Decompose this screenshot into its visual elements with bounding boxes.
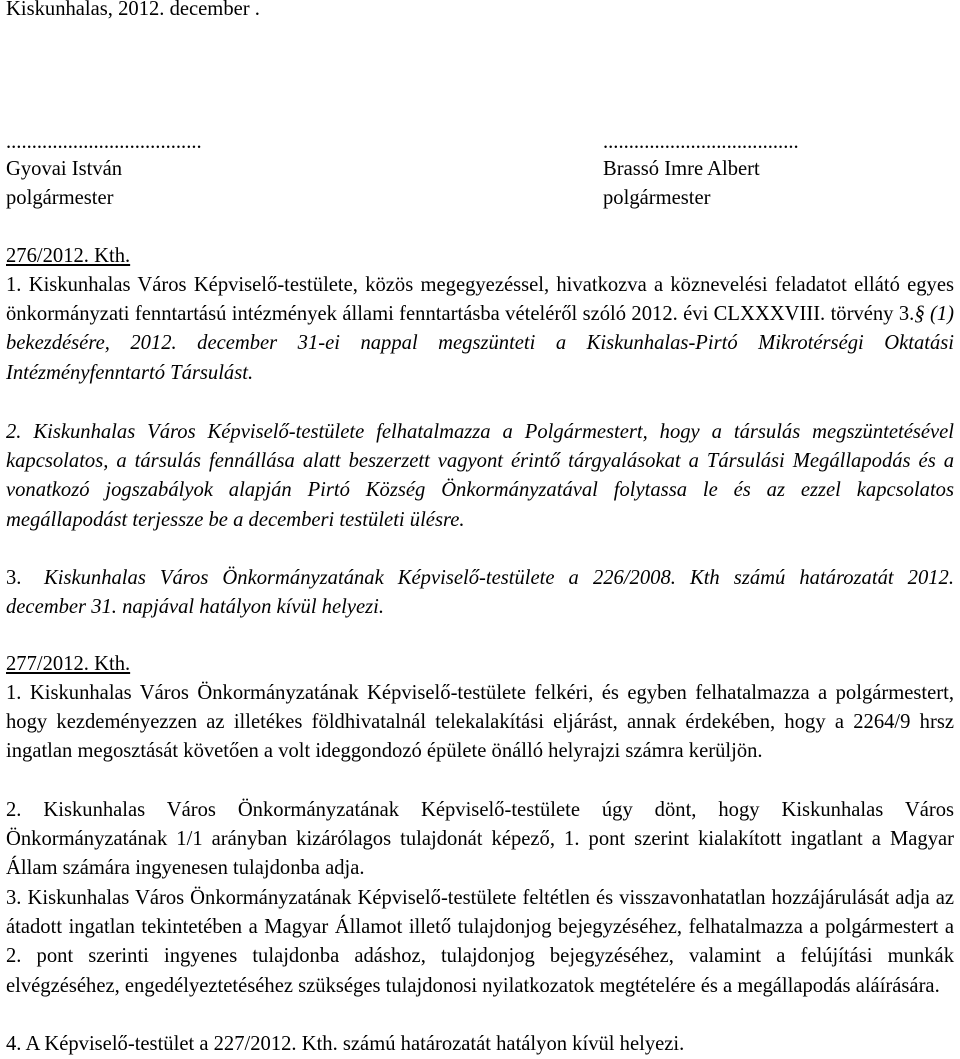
- resolution-276-heading: 276/2012. Kth.: [6, 245, 131, 267]
- resolution-276-point-1-text-cont: (1) bekezdésére, 2012. december 31-ei nappal megszünteti a Kiskunhalas-Pirtó Mikrotérségi Oktatási Intézményfenntartó Társulást.: [6, 303, 954, 384]
- resolution-276-point-2: 2. Kiskunhalas Város Képviselő-testülete felhatalmazza a Polgármestert, hogy a társulás megszüntetésével kapcsolatos, a társulás fennállása alatt beszerzett vagyont érintő tárgyalásokat a Társulási Megállapodás és a vonatkozó jogszabályok alapján Pirtó Község Önkormányzatával folytassa le és az ezzel kapcsolatos megállapodást terjessze be a decemberi testületi ülésre.: [6, 421, 954, 531]
- resolution-277-heading: 277/2012. Kth.: [6, 653, 131, 675]
- section-sign: §: [914, 303, 925, 326]
- resolution-276-point-1-text: 1. Kiskunhalas Város Képviselő-testülete, közös megegyezéssel, hivatkozva a köznevelési feladatot ellátó egyes önkormányzati fenntartású intézmények állami fenntartásba vételéről szóló 2012. évi CLXXXVIII. törvény 3.: [6, 274, 954, 326]
- resolution-276-point-1: [6, 271, 954, 388]
- resolution-276-point-3: [6, 564, 954, 622]
- signature-line-left: ......................................: [6, 131, 202, 153]
- resolution-276-point-3-text: Kiskunhalas Város Önkormányzatának Képviselő-testülete a 226/2008. Kth számú határozatát 2012. december 31. napjával hatályon kívül helyezi.: [6, 567, 954, 619]
- resolution-277-point-1: 1. Kiskunhalas Város Önkormányzatának Képviselő-testülete felkéri, és egyben felhatalmazza a polgármestert, hogy kezdeményezzen az illetékes földhivatalnál telekalakítási eljárást, annak érdekében, hogy a 2264/9 hrsz ingatlan megosztását követően a volt ideggondozó épülete önálló helyrajzi számra kerüljön.: [6, 682, 954, 763]
- resolution-276-point-3-number: 3.: [6, 567, 22, 589]
- signer-name-left: Gyovai István: [6, 158, 123, 180]
- signer-title-left: polgármester: [6, 187, 114, 209]
- resolution-277-point-4: 4. A Képviselő-testület a 227/2012. Kth. számú határozatát hatályon kívül helyezi.: [6, 1033, 685, 1055]
- place-date: Kiskunhalas, 2012. december .: [6, 0, 260, 20]
- signer-title-right: polgármester: [603, 187, 711, 209]
- resolution-277-point-3: 3. Kiskunhalas Város Önkormányzatának Képviselő-testülete feltétlen és visszavonhatatlan hozzájárulását adja az átadott ingatlan tekintetében a Magyar Államot illető tulajdonjog bejegyzéséhez, felhatalmazza a polgármestert a 2. pont szerinti ingyenes tulajdonba adáshoz, tulajdonjog bejegyzéséhez, valamint a felújítási munkák elvégzéséhez, engedélyeztetéséhez szükséges tulajdonosi nyilatkozatok megtételére és a megállapodás aláírására.: [6, 887, 954, 997]
- signer-name-right: Brassó Imre Albert: [603, 158, 760, 180]
- resolution-277-point-2: 2. Kiskunhalas Város Önkormányzatának Képviselő-testülete úgy dönt, hogy Kiskunhalas Város Önkormányzatának 1/1 arányban kizárólagos tulajdonát képező, 1. pont szerint kialakított ingatlant a Magyar Állam számára ingyenesen tulajdonba adja.: [6, 799, 954, 880]
- signature-line-right: ......................................: [603, 131, 799, 153]
